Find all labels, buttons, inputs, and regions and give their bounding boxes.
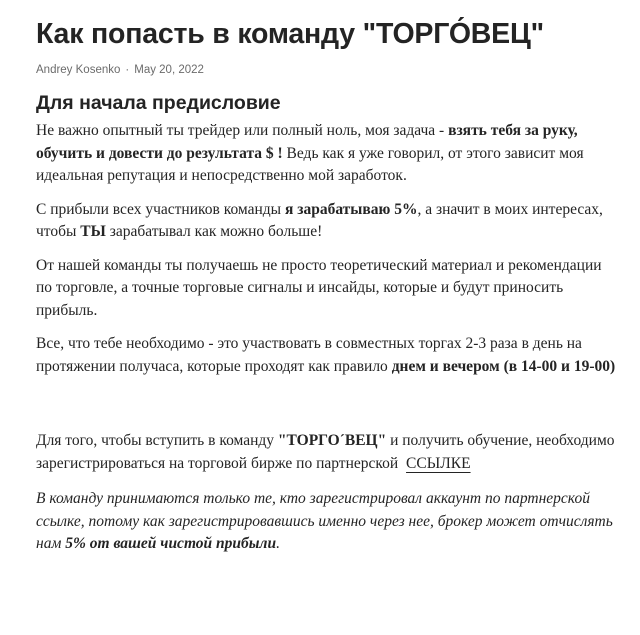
paragraph-2-bold-2: ТЫ — [80, 223, 106, 240]
paragraph-1-bold-1: взять тебя за руку, обучить и довести до результата $ ! — [36, 122, 578, 162]
paragraph-2-text-2: , а значит в моих интересах, чтобы — [36, 200, 603, 240]
paragraph-6-text-3: . — [276, 535, 280, 552]
paragraph-4-text-1: Все, что тебе необходимо - это участвовать в совместных торгах 2-3 раза в день на протяжении получаса, которые проходят как правило — [36, 335, 582, 375]
paragraph-4 — [36, 333, 621, 378]
paragraph-5-bold-1: "ТОРГО´ВЕЦ" — [277, 432, 387, 449]
paragraph-6-bold-1: 5% — [65, 535, 86, 552]
publish-date: May 20, 2022 — [134, 64, 204, 76]
paragraph-1-text-2: Ведь как я уже говорил, от этого зависит моя идеальная репутация и непосредственно мой заработок. — [36, 144, 584, 184]
paragraph-2-bold-1: я зарабатываю 5% — [284, 200, 418, 218]
author-name[interactable]: Andrey Kosenko — [36, 64, 121, 76]
article-meta — [36, 62, 621, 78]
paragraph-6-text-1: В команду принимаются только те, кто зарегистрировал аккаунт по партнерской ссылке, потому как зарегистрировавшись именно через нее, брокер может отчислять нам — [36, 490, 613, 552]
paragraph-5 — [36, 430, 621, 475]
paragraph-4-bold-1: днем и вечером (в 14-00 и 19-00) — [391, 357, 616, 375]
article — [36, 16, 621, 556]
paragraph-6-bold-2: от вашей чистой прибыли — [89, 535, 277, 552]
partner-link[interactable]: ССЫЛКЕ — [406, 454, 471, 472]
paragraph-3-text-1: От нашей команды ты получаешь не просто теоретический материал и рекомендации по торговле, а точные торговые сигналы и инсайды, которые и будут приносить прибыль. — [36, 256, 602, 319]
paragraph-5-text-2: и получить обучение, необходимо зарегистрироваться на торговой бирже по партнерской — [36, 432, 615, 472]
paragraph-6 — [36, 488, 621, 556]
paragraph-5-text-1: Для того, чтобы вступить в команду — [36, 432, 278, 449]
paragraph-2 — [36, 199, 621, 244]
article-body — [36, 120, 621, 556]
paragraph-1 — [36, 120, 621, 188]
paragraph-1-text-1: Не важно опытный ты трейдер или полный ноль, моя задача - — [36, 122, 449, 139]
paragraph-2-text-1: С прибыли всех участников команды — [36, 200, 285, 218]
meta-separator: · — [125, 64, 130, 76]
article-title: Как попасть в команду "ТОРГО́ВЕЦ" — [36, 18, 544, 50]
section-heading: Для начала предисловие — [36, 92, 281, 114]
paragraph-2-text-3: зарабатывал как можно больше! — [105, 223, 323, 240]
paragraph-3 — [36, 255, 621, 323]
